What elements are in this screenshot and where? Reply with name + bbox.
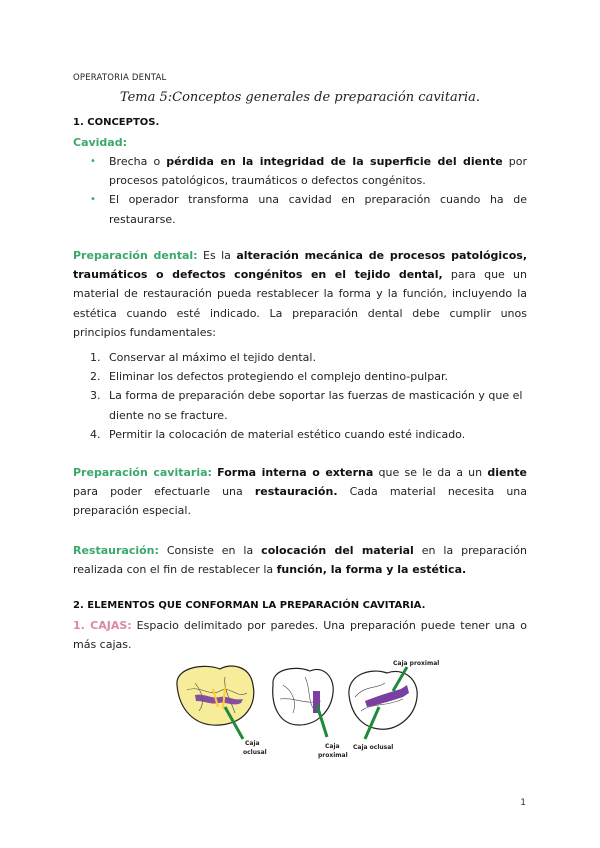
list-item: 1. Conservar al máximo el tejido dental. [90,351,316,364]
label-caja-proximal: Caja [325,743,340,750]
section-heading-elementos: 2. ELEMENTOS QUE CONFORMAN LA PREPARACIÓN CAVITARIA. [73,600,426,611]
bullet-icon: • [90,194,96,206]
list-item: 3. La forma de preparación debe soportar las fuerzas de masticación y que el diente no se fracture. [90,389,523,422]
tooth-combined-icon [349,671,417,729]
label-caja-oclusal: Caja [245,740,260,747]
document-header: OPERATORIA DENTAL [73,73,167,83]
figure-cajas-diagram [165,655,445,770]
list-item: • Brecha o pérdida en la integridad de la superficie del diente por procesos patológicos, traumáticos o defectos congénitos. [90,152,527,190]
paragraph-preparacion-cavitaria: Preparación cavitaria: Forma interna o externa que se le da a un diente para poder efectuarle una restauración. Cada material necesita una preparación especial. [73,466,528,518]
bullet-icon: • [90,156,96,167]
list-item: 2. Eliminar los defectos protegiendo el complejo dentino-pulpar. [90,370,448,384]
paragraph-restauracion: Restauración: Consiste en la colocación del material en la preparación realizada con el fin de restablecer la función, la forma y la estética. [73,544,527,577]
bullet-list-cavidad [90,152,527,229]
section-heading-concepts: 1. CONCEPTOS. [73,117,160,128]
label-caja-proximal-line2: proximal [318,752,348,759]
label-caja-oclusal-line2: oclusal [243,749,267,756]
list-item: 4. Permitir la colocación de material estético cuando esté indicado. [90,427,466,441]
term-cavidad: Cavidad: [73,136,128,149]
tooth-proximal-icon [273,668,333,725]
label-caja-proximal-right: Caja proximal [393,660,440,667]
numbered-list-principios [90,348,527,444]
page-title: Tema 5:Conceptos generales de preparación cavitaria. [119,90,481,105]
tooth-occlusal-icon [177,666,254,725]
list-item: • El operador transforma una cavidad en preparación cuando ha de restaurarse. [90,190,527,228]
paragraph-preparacion-dental: Preparación dental: Es la alteración mecánica de procesos patológicos, traumáticos o defectos congénitos en el tejido dental, para que un material de restauración pueda restablecer la forma y la función, incluyendo la estética cuando esté indicado. La preparación dental debe cumplir unos principios fundamentales: [73,249,527,339]
page-number: 1 [520,798,526,808]
paragraph-cajas: 1. CAJAS: Espacio delimitado por paredes. Una preparación puede tener una o más cajas. [73,619,527,652]
label-caja-oclusal-right: Caja oclusal [353,744,394,751]
